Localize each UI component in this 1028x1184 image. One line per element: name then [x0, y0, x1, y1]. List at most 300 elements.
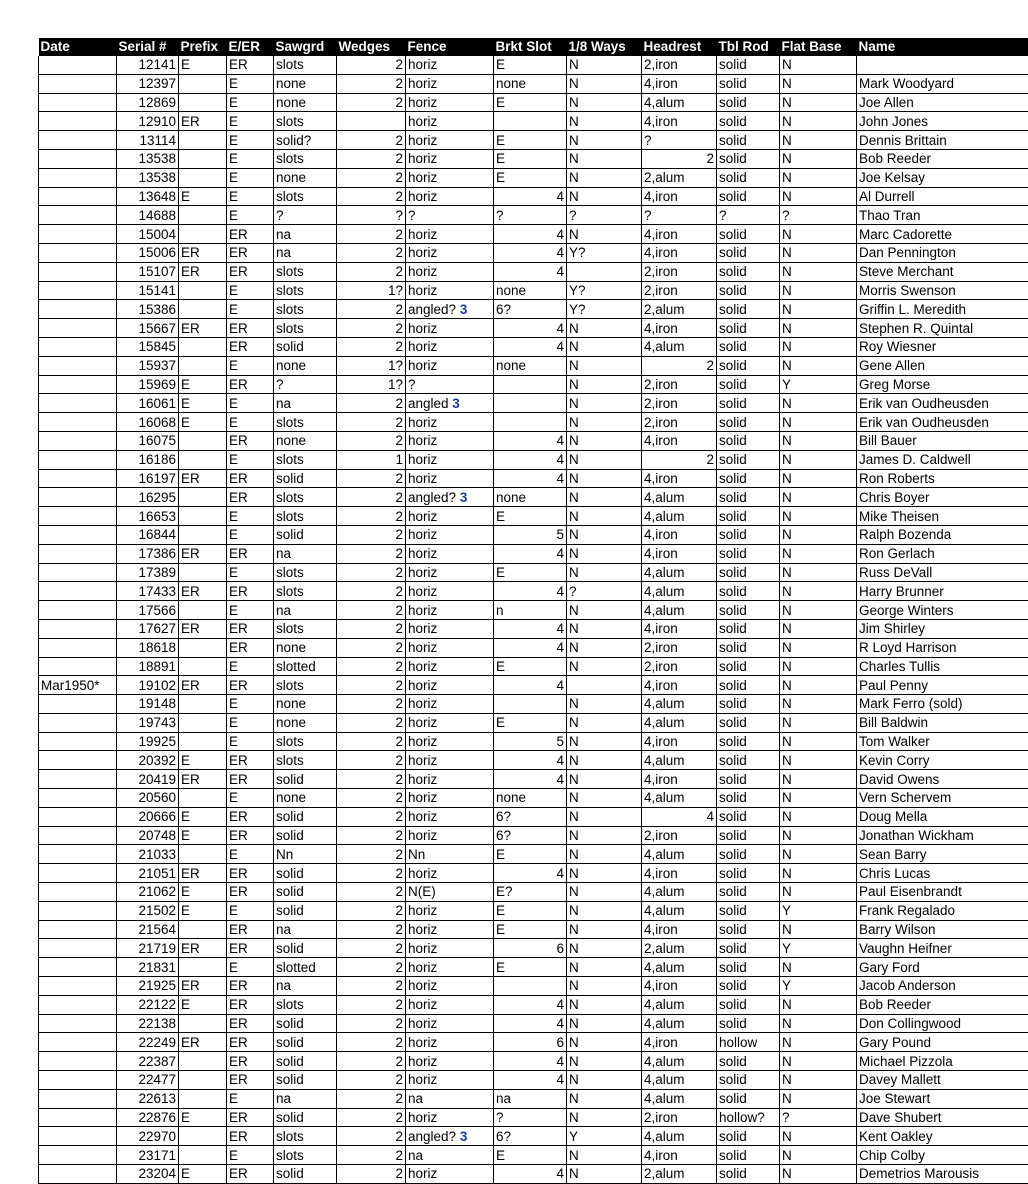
cell-serial: 22249 [117, 1033, 179, 1052]
cell-tbl-rod: solid [717, 394, 780, 413]
table-row [39, 243, 1028, 262]
cell-serial: 16653 [117, 507, 179, 526]
cell-tbl-rod: solid [717, 431, 780, 450]
cell-wedges: 2 [337, 920, 406, 939]
cell-e-er: E [227, 525, 274, 544]
cell-headrest: 2,iron [642, 281, 717, 300]
cell-fence: na [406, 1146, 494, 1165]
cell-fence: horiz [406, 469, 494, 488]
cell-fence: horiz [406, 243, 494, 262]
cell-tbl-rod: solid [717, 657, 780, 676]
table-row [39, 1127, 1028, 1146]
cell-prefix [179, 507, 227, 526]
cell-sawgrd: na [274, 1089, 337, 1108]
cell-tbl-rod: solid [717, 826, 780, 845]
cell-headrest: 4,iron [642, 187, 717, 206]
table-row [39, 413, 1028, 432]
cell-brkt-slot: E [494, 920, 567, 939]
cell-name: Ron Roberts [857, 469, 1028, 488]
cell-fence: horiz [406, 939, 494, 958]
cell-name: James D. Caldwell [857, 450, 1028, 469]
cell-headrest: 4,alum [642, 601, 717, 620]
cell-wedges: 2 [337, 732, 406, 751]
cell-prefix [179, 356, 227, 375]
table-row [39, 920, 1028, 939]
table-row [39, 168, 1028, 187]
cell-headrest: 4,iron [642, 74, 717, 93]
cell-date [39, 732, 117, 751]
cell-serial: 22970 [117, 1127, 179, 1146]
cell-name: Al Durrell [857, 187, 1028, 206]
cell-brkt-slot: 4 [494, 225, 567, 244]
cell-tbl-rod: solid [717, 638, 780, 657]
cell-tbl-rod: solid [717, 450, 780, 469]
cell-date [39, 977, 117, 996]
cell-tbl-rod: solid [717, 187, 780, 206]
cell-prefix: ER [179, 676, 227, 695]
cell-prefix: E [179, 751, 227, 770]
cell-sawgrd: slots [274, 732, 337, 751]
cell-eighth-ways: N [567, 225, 642, 244]
cell-tbl-rod: solid [717, 676, 780, 695]
cell-sawgrd: none [274, 431, 337, 450]
cell-brkt-slot: ? [494, 1108, 567, 1127]
cell-tbl-rod: solid [717, 1165, 780, 1184]
cell-wedges: ? [337, 206, 406, 225]
cell-prefix [179, 1127, 227, 1146]
cell-name: Davey Mallett [857, 1071, 1028, 1090]
cell-prefix [179, 1014, 227, 1033]
cell-serial: 16844 [117, 525, 179, 544]
cell-date [39, 112, 117, 131]
cell-tbl-rod: solid [717, 1127, 780, 1146]
table-row [39, 300, 1028, 319]
cell-sawgrd: none [274, 356, 337, 375]
cell-tbl-rod: solid [717, 958, 780, 977]
cell-date [39, 601, 117, 620]
cell-serial: 16186 [117, 450, 179, 469]
cell-wedges: 2 [337, 1052, 406, 1071]
table-row [39, 995, 1028, 1014]
cell-eighth-ways: N [567, 619, 642, 638]
cell-prefix: ER [179, 112, 227, 131]
cell-wedges: 2 [337, 601, 406, 620]
cell-wedges: 2 [337, 1165, 406, 1184]
cell-e-er: ER [227, 582, 274, 601]
cell-headrest: 4,iron [642, 319, 717, 338]
cell-serial: 22876 [117, 1108, 179, 1127]
cell-sawgrd: slotted [274, 958, 337, 977]
cell-wedges [337, 112, 406, 131]
cell-headrest: 4,alum [642, 695, 717, 714]
cell-name: Mike Theisen [857, 507, 1028, 526]
cell-wedges: 2 [337, 845, 406, 864]
cell-name: Morris Swenson [857, 281, 1028, 300]
cell-serial: 15969 [117, 375, 179, 394]
cell-sawgrd: solid [274, 1108, 337, 1127]
cell-sawgrd: slots [274, 300, 337, 319]
cell-serial: 20392 [117, 751, 179, 770]
cell-flat-base: N [780, 281, 857, 300]
cell-flat-base: N [780, 1052, 857, 1071]
cell-flat-base: N [780, 431, 857, 450]
cell-wedges: 2 [337, 262, 406, 281]
cell-wedges: 2 [337, 770, 406, 789]
cell-tbl-rod: solid [717, 337, 780, 356]
cell-fence: horiz [406, 356, 494, 375]
cell-sawgrd: solid [274, 469, 337, 488]
cell-fence: horiz [406, 958, 494, 977]
cell-flat-base: N [780, 450, 857, 469]
cell-sawgrd: slots [274, 319, 337, 338]
cell-flat-base: N [780, 695, 857, 714]
table-row [39, 1108, 1028, 1127]
cell-brkt-slot [494, 394, 567, 413]
cell-fence: horiz [406, 262, 494, 281]
cell-eighth-ways: N [567, 112, 642, 131]
cell-name: Gary Ford [857, 958, 1028, 977]
cell-e-er: E [227, 507, 274, 526]
cell-serial: 22387 [117, 1052, 179, 1071]
cell-tbl-rod: solid [717, 845, 780, 864]
cell-brkt-slot: E [494, 845, 567, 864]
cell-fence: angled? 3 [406, 488, 494, 507]
cell-date [39, 713, 117, 732]
cell-flat-base: N [780, 1127, 857, 1146]
cell-sawgrd: slots [274, 507, 337, 526]
cell-e-er: E [227, 131, 274, 150]
cell-date [39, 1052, 117, 1071]
cell-e-er: ER [227, 431, 274, 450]
cell-e-er: E [227, 168, 274, 187]
cell-brkt-slot: 5 [494, 732, 567, 751]
cell-headrest: 4,alum [642, 1127, 717, 1146]
cell-brkt-slot [494, 112, 567, 131]
cell-date [39, 770, 117, 789]
cell-date [39, 337, 117, 356]
cell-eighth-ways: N [567, 187, 642, 206]
cell-prefix: ER [179, 939, 227, 958]
cell-sawgrd: na [274, 544, 337, 563]
cell-wedges: 2 [337, 149, 406, 168]
cell-headrest: 4,iron [642, 544, 717, 563]
cell-serial: 22477 [117, 1071, 179, 1090]
cell-eighth-ways: N [567, 695, 642, 714]
cell-e-er: ER [227, 319, 274, 338]
cell-date [39, 695, 117, 714]
cell-wedges: 1 [337, 450, 406, 469]
cell-wedges: 2 [337, 1108, 406, 1127]
cell-sawgrd: slots [274, 676, 337, 695]
cell-eighth-ways: N [567, 431, 642, 450]
cell-prefix [179, 149, 227, 168]
table-row [39, 281, 1028, 300]
cell-headrest: 2,alum [642, 300, 717, 319]
cell-fence: horiz [406, 337, 494, 356]
cell-sawgrd: none [274, 789, 337, 808]
cell-name: Barry Wilson [857, 920, 1028, 939]
cell-serial: 21033 [117, 845, 179, 864]
cell-brkt-slot [494, 375, 567, 394]
cell-name: Ron Gerlach [857, 544, 1028, 563]
cell-sawgrd: slots [274, 450, 337, 469]
cell-flat-base: N [780, 638, 857, 657]
table-row [39, 1089, 1028, 1108]
cell-date [39, 1071, 117, 1090]
cell-sawgrd: solid [274, 337, 337, 356]
cell-fence: horiz [406, 789, 494, 808]
cell-e-er: E [227, 356, 274, 375]
cell-date [39, 1108, 117, 1127]
cell-eighth-ways: N [567, 751, 642, 770]
cell-wedges: 1? [337, 356, 406, 375]
cell-fence: horiz [406, 431, 494, 450]
table-row [39, 394, 1028, 413]
cell-tbl-rod: solid [717, 93, 780, 112]
cell-date [39, 619, 117, 638]
cell-flat-base: N [780, 713, 857, 732]
cell-eighth-ways: N [567, 525, 642, 544]
cell-sawgrd: none [274, 638, 337, 657]
cell-sawgrd: slots [274, 112, 337, 131]
cell-fence: horiz [406, 319, 494, 338]
cell-fence: horiz [406, 112, 494, 131]
cell-flat-base: N [780, 1014, 857, 1033]
cell-headrest: 4,alum [642, 995, 717, 1014]
cell-flat-base: N [780, 488, 857, 507]
cell-name: Chris Lucas [857, 864, 1028, 883]
cell-eighth-ways: N [567, 413, 642, 432]
table-row [39, 789, 1028, 808]
cell-flat-base: N [780, 469, 857, 488]
cell-e-er: ER [227, 488, 274, 507]
cell-wedges: 2 [337, 507, 406, 526]
cell-tbl-rod: solid [717, 507, 780, 526]
cell-brkt-slot: E? [494, 883, 567, 902]
cell-serial: 13538 [117, 168, 179, 187]
cell-prefix: E [179, 826, 227, 845]
cell-sawgrd: solid [274, 883, 337, 902]
cell-brkt-slot: none [494, 789, 567, 808]
cell-headrest: 2,iron [642, 638, 717, 657]
cell-wedges: 2 [337, 413, 406, 432]
cell-headrest: 4,iron [642, 770, 717, 789]
cell-name: Gene Allen [857, 356, 1028, 375]
table-row [39, 450, 1028, 469]
cell-prefix [179, 525, 227, 544]
cell-flat-base: N [780, 1165, 857, 1184]
cell-e-er: ER [227, 638, 274, 657]
table-row [39, 807, 1028, 826]
table-row [39, 1052, 1028, 1071]
cell-eighth-ways: N [567, 789, 642, 808]
cell-eighth-ways: N [567, 1165, 642, 1184]
cell-eighth-ways: N [567, 1089, 642, 1108]
column-header-fence: Fence [406, 38, 494, 56]
cell-flat-base: N [780, 657, 857, 676]
cell-flat-base: N [780, 225, 857, 244]
cell-name: Bill Bauer [857, 431, 1028, 450]
cell-e-er: E [227, 93, 274, 112]
cell-date [39, 789, 117, 808]
cell-sawgrd: solid [274, 525, 337, 544]
cell-name: Dennis Brittain [857, 131, 1028, 150]
table-row [39, 1071, 1028, 1090]
cell-eighth-ways: N [567, 337, 642, 356]
cell-headrest: 2,iron [642, 375, 717, 394]
cell-sawgrd: slots [274, 1146, 337, 1165]
cell-e-er: ER [227, 262, 274, 281]
cell-brkt-slot: E [494, 713, 567, 732]
cell-flat-base: N [780, 1071, 857, 1090]
cell-wedges: 2 [337, 431, 406, 450]
cell-fence: horiz [406, 901, 494, 920]
cell-tbl-rod: solid [717, 883, 780, 902]
cell-fence: na [406, 1089, 494, 1108]
table-row [39, 56, 1028, 74]
cell-tbl-rod: ? [717, 206, 780, 225]
cell-brkt-slot: 4 [494, 770, 567, 789]
cell-e-er: ER [227, 469, 274, 488]
cell-tbl-rod: solid [717, 243, 780, 262]
cell-wedges: 2 [337, 469, 406, 488]
cell-date [39, 93, 117, 112]
cell-tbl-rod: solid [717, 713, 780, 732]
cell-serial: 19148 [117, 695, 179, 714]
cell-prefix [179, 337, 227, 356]
cell-wedges: 2 [337, 525, 406, 544]
cell-prefix [179, 601, 227, 620]
table-row [39, 770, 1028, 789]
table-row [39, 713, 1028, 732]
cell-serial: 17389 [117, 563, 179, 582]
cell-sawgrd: ? [274, 375, 337, 394]
cell-prefix [179, 713, 227, 732]
cell-eighth-ways: N [567, 1052, 642, 1071]
cell-prefix: E [179, 1108, 227, 1127]
cell-e-er: ER [227, 337, 274, 356]
table-row [39, 695, 1028, 714]
cell-e-er: ER [227, 1165, 274, 1184]
cell-brkt-slot: 4 [494, 319, 567, 338]
cell-tbl-rod: solid [717, 281, 780, 300]
cell-wedges: 2 [337, 657, 406, 676]
cell-name: Marc Cadorette [857, 225, 1028, 244]
cell-prefix: ER [179, 319, 227, 338]
cell-wedges: 2 [337, 168, 406, 187]
cell-wedges: 2 [337, 319, 406, 338]
cell-date [39, 262, 117, 281]
cell-prefix: E [179, 187, 227, 206]
cell-headrest: 4,iron [642, 1033, 717, 1052]
cell-prefix [179, 1071, 227, 1090]
cell-tbl-rod: solid [717, 732, 780, 751]
cell-headrest: 4,iron [642, 431, 717, 450]
cell-serial: 21502 [117, 901, 179, 920]
cell-headrest: 2,iron [642, 262, 717, 281]
cell-serial: 23171 [117, 1146, 179, 1165]
cell-e-er: E [227, 958, 274, 977]
cell-sawgrd: na [274, 225, 337, 244]
cell-fence: horiz [406, 920, 494, 939]
cell-flat-base: N [780, 920, 857, 939]
cell-eighth-ways: N [567, 977, 642, 996]
cell-fence: horiz [406, 1033, 494, 1052]
cell-brkt-slot: 6 [494, 939, 567, 958]
cell-brkt-slot: 4 [494, 450, 567, 469]
cell-fence: horiz [406, 225, 494, 244]
cell-eighth-ways: N [567, 319, 642, 338]
cell-sawgrd: solid [274, 864, 337, 883]
cell-flat-base: N [780, 770, 857, 789]
cell-tbl-rod: solid [717, 1089, 780, 1108]
cell-brkt-slot: E [494, 507, 567, 526]
cell-fence: horiz [406, 995, 494, 1014]
cell-date [39, 507, 117, 526]
table-row [39, 1146, 1028, 1165]
cell-brkt-slot: E [494, 901, 567, 920]
cell-fence: horiz [406, 732, 494, 751]
cell-eighth-ways: N [567, 920, 642, 939]
cell-name: Griffin L. Meredith [857, 300, 1028, 319]
cell-eighth-ways: N [567, 770, 642, 789]
cell-e-er: E [227, 732, 274, 751]
cell-wedges: 2 [337, 243, 406, 262]
data-table [38, 38, 1028, 1184]
cell-fence: horiz [406, 1165, 494, 1184]
cell-brkt-slot: E [494, 93, 567, 112]
cell-date [39, 469, 117, 488]
cell-headrest: 4,alum [642, 713, 717, 732]
cell-date [39, 525, 117, 544]
cell-serial: 17386 [117, 544, 179, 563]
cell-eighth-ways: Y? [567, 243, 642, 262]
cell-flat-base: N [780, 789, 857, 808]
cell-serial: 15006 [117, 243, 179, 262]
cell-e-er: E [227, 450, 274, 469]
cell-serial: 20419 [117, 770, 179, 789]
cell-wedges: 2 [337, 337, 406, 356]
column-header-wedges: Wedges [337, 38, 406, 56]
cell-date [39, 1127, 117, 1146]
cell-flat-base: N [780, 394, 857, 413]
cell-e-er: E [227, 901, 274, 920]
cell-eighth-ways: N [567, 939, 642, 958]
cell-tbl-rod: solid [717, 939, 780, 958]
cell-e-er: ER [227, 807, 274, 826]
cell-wedges: 2 [337, 676, 406, 695]
cell-tbl-rod: solid [717, 864, 780, 883]
column-header-headrest: Headrest [642, 38, 717, 56]
cell-date [39, 375, 117, 394]
cell-flat-base: N [780, 74, 857, 93]
cell-e-er: E [227, 657, 274, 676]
cell-flat-base: N [780, 1033, 857, 1052]
cell-brkt-slot [494, 413, 567, 432]
cell-prefix: ER [179, 770, 227, 789]
cell-wedges: 2 [337, 187, 406, 206]
cell-headrest: 4,alum [642, 582, 717, 601]
cell-name: R Loyd Harrison [857, 638, 1028, 657]
cell-date [39, 168, 117, 187]
cell-wedges: 2 [337, 131, 406, 150]
table-row [39, 319, 1028, 338]
cell-flat-base: Y [780, 375, 857, 394]
cell-flat-base: ? [780, 206, 857, 225]
cell-date [39, 751, 117, 770]
table-row [39, 864, 1028, 883]
cell-headrest: 2,iron [642, 1108, 717, 1127]
